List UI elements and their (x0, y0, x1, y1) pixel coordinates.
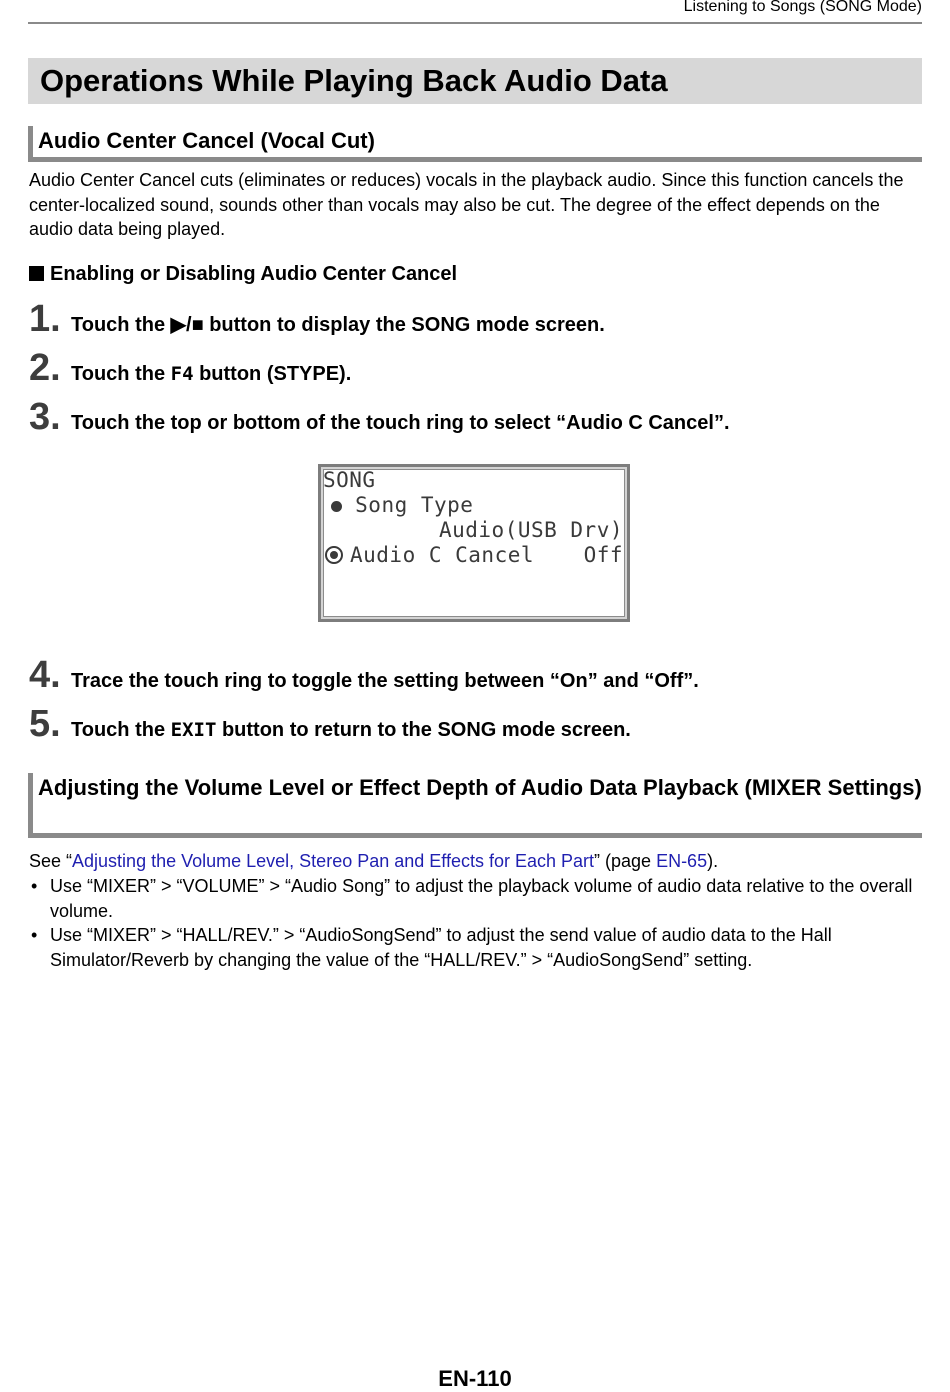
bullet-dot-icon (331, 501, 342, 512)
see-reference: See “Adjusting the Volume Level, Stereo Pan and Effects for Each Part” (page EN-65). (29, 851, 719, 871)
lcd-song-type-value: Audio(USB Drv) (438, 518, 623, 542)
lcd-audio-cancel-value: Off (583, 543, 623, 567)
step-number: 4. (29, 654, 61, 696)
step-text: Touch the F4 button (STYPE). (71, 363, 352, 385)
bullet-icon: • (31, 925, 38, 945)
step-text: Trace the touch ring to toggle the setting between “On” and “Off”. (71, 670, 699, 692)
section-heading-text: Adjusting the Volume Level or Effect Depth of Audio Data Playback (MIXER Settings) (38, 775, 922, 800)
selected-radio-icon (325, 546, 343, 564)
section-heading-vocal-cut (28, 126, 922, 162)
running-header (28, 0, 922, 24)
lcd-screen-illustration (318, 464, 630, 622)
section-body-paragraph: Audio Center Cancel cuts (eliminates or reduces) vocals in the playback audio. Since this function cancels the center-localized sound, sounds other than vocals may also be cut. The degree of the effect depends on the audio data being played. (29, 170, 904, 239)
bullet-icon: • (31, 876, 38, 896)
page-title: Operations While Playing Back Audio Data (40, 63, 668, 98)
cross-reference-link[interactable]: Adjusting the Volume Level, Stereo Pan and Effects for Each Part (72, 851, 595, 871)
lcd-mode-label: SONG (323, 468, 376, 492)
list-item-text: Use “MIXER” > “HALL/REV.” > “AudioSongSend” to adjust the send value of audio data to the Hall Simulator/Reverb by changing the value of the “HALL/REV.” > “AudioSongSend” setting. (50, 925, 832, 970)
subheading-text: Enabling or Disabling Audio Center Cancel (50, 263, 458, 285)
key-label-exit: EXIT (170, 719, 217, 741)
section-heading-text: Audio Center Cancel (Vocal Cut) (38, 128, 375, 153)
play-stop-icon: ▶/■ (170, 314, 204, 336)
step-number: 1. (29, 298, 61, 340)
step-number: 5. (29, 703, 61, 745)
lcd-audio-cancel-label: Audio C Cancel (350, 543, 535, 567)
step-text: Touch the top or bottom of the touch ring to select “Audio C Cancel”. (71, 412, 730, 434)
step-text: Touch the ▶/■ button to display the SONG mode screen. (71, 314, 605, 336)
key-label-f4: F4 (170, 363, 194, 385)
list-item (29, 874, 922, 923)
subheading (29, 262, 457, 286)
list-item-text: Use “MIXER” > “VOLUME” > “Audio Song” to adjust the playback volume of audio data relative to the overall volume. (50, 876, 913, 921)
list-item (29, 923, 922, 972)
running-title: Listening to Songs (SONG Mode) (683, 0, 922, 15)
black-square-icon (29, 266, 44, 281)
page-number: EN-110 (438, 1366, 512, 1391)
page-title-box (28, 58, 922, 104)
section-heading-mixer (28, 773, 922, 838)
step-number: 2. (29, 347, 61, 389)
step-text: Touch the EXIT button to return to the SONG mode screen. (71, 719, 631, 741)
page-reference-link[interactable]: EN-65 (656, 851, 708, 871)
step-number: 3. (29, 396, 61, 438)
lcd-song-type-row: Song Type (331, 493, 473, 517)
